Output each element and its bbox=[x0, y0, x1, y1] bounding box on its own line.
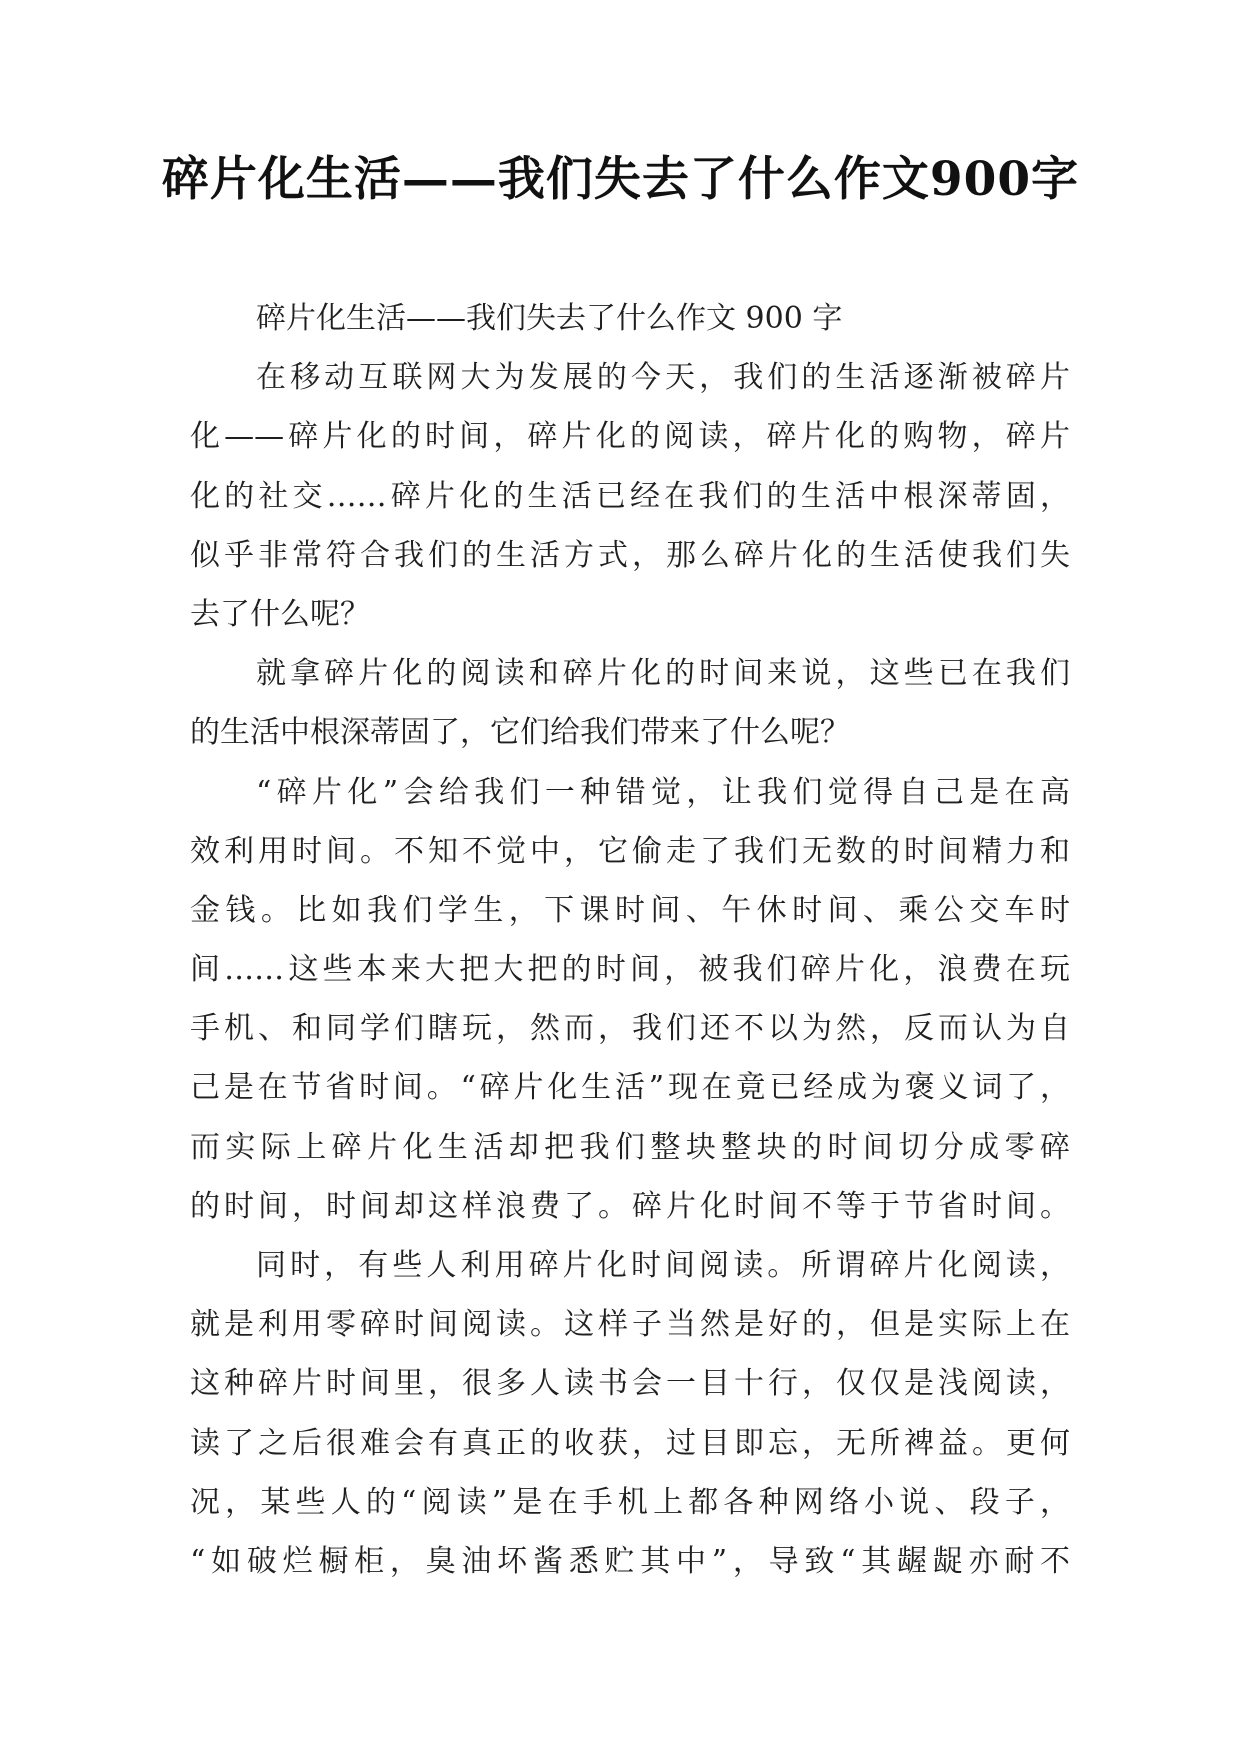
text-line: “碎片化”会给我们一种错觉，让我们觉得自己是在高 bbox=[256, 774, 1070, 810]
text-line: 似乎非常符合我们的生活方式，那么碎片化的生活使我们失 bbox=[190, 537, 1070, 573]
text-line: 去了什么呢？ bbox=[190, 596, 370, 632]
text-line: 在移动互联网大为发展的今天，我们的生活逐渐被碎片 bbox=[256, 360, 1070, 396]
text-line: 的生活中根深蒂固了，它们给我们带来了什么呢？ bbox=[190, 715, 850, 751]
text-line: 己是在节省时间。“碎片化生活”现在竟已经成为褒义词了， bbox=[190, 1070, 1070, 1106]
document-body bbox=[190, 289, 1070, 1591]
text-line: “如破烂橱柜，臭油坏酱悉贮其中”，导致“其龌龊亦耐不 bbox=[190, 1543, 1070, 1579]
text-line: 间……这些本来大把大把的时间，被我们碎片化，浪费在玩 bbox=[190, 952, 1070, 988]
text-line: 化——碎片化的时间，碎片化的阅读，碎片化的购物，碎片 bbox=[190, 419, 1070, 455]
text-line: 就拿碎片化的阅读和碎片化的时间来说，这些已在我们 bbox=[256, 656, 1070, 692]
text-line: 就是利用零碎时间阅读。这样子当然是好的，但是实际上在 bbox=[190, 1307, 1070, 1343]
text-line: 而实际上碎片化生活却把我们整块整块的时间切分成零碎 bbox=[190, 1129, 1070, 1165]
text-line: 同时，有些人利用碎片化时间阅读。所谓碎片化阅读， bbox=[256, 1248, 1070, 1283]
text-line: 效利用时间。不知不觉中，它偷走了我们无数的时间精力和 bbox=[190, 833, 1070, 869]
text-line: 的时间，时间却这样浪费了。碎片化时间不等于节省时间。 bbox=[190, 1188, 1070, 1224]
text-line: 况，某些人的“阅读”是在手机上都各种网络小说、段子， bbox=[190, 1484, 1070, 1520]
text-line: 碎片化生活——我们失去了什么作文 900 字 bbox=[256, 301, 843, 336]
text-line: 金钱。比如我们学生，下课时间、午休时间、乘公交车时 bbox=[190, 892, 1070, 928]
text-line: 这种碎片时间里，很多人读书会一目十行，仅仅是浅阅读， bbox=[190, 1366, 1070, 1402]
document-title: 碎片化生活——我们失去了什么作文900字 bbox=[161, 152, 1080, 207]
text-line: 手机、和同学们瞎玩，然而，我们还不以为然，反而认为自 bbox=[190, 1011, 1070, 1047]
text-line: 化的社交……碎片化的生活已经在我们的生活中根深蒂固， bbox=[190, 478, 1070, 514]
text-line: 读了之后很难会有真正的收获，过目即忘，无所裨益。更何 bbox=[190, 1425, 1070, 1461]
